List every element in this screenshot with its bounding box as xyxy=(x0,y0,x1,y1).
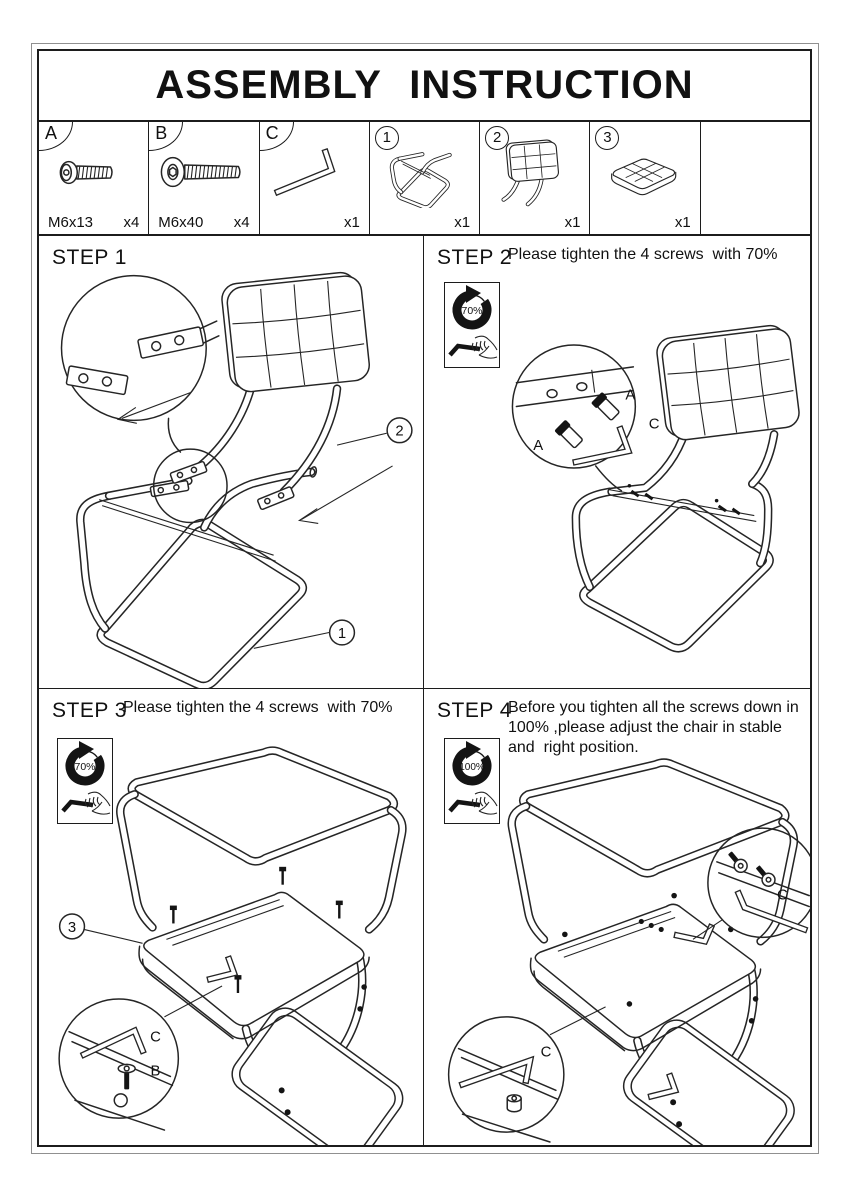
page-title: ASSEMBLY INSTRUCTION xyxy=(155,63,694,107)
title-row xyxy=(39,51,810,122)
screw-a-label-2: A xyxy=(625,387,636,404)
allen-c-label-s3: C xyxy=(150,1029,161,1046)
part-c-allen-key-icon xyxy=(260,136,369,208)
torque-70-icon-2 xyxy=(57,738,113,824)
part-c-meta xyxy=(269,214,360,231)
part-3-tag: 3 xyxy=(595,126,619,150)
part-b-qty: x4 xyxy=(233,214,250,231)
part-1-tag: 1 xyxy=(375,126,399,150)
torque-100-text: 100% xyxy=(459,762,485,773)
part-cell-2 xyxy=(480,122,590,234)
step-3-cell xyxy=(39,689,424,1145)
screw-a-label-1: A xyxy=(533,438,544,455)
part-1-meta xyxy=(379,214,470,231)
allen-c-label: C xyxy=(648,416,660,433)
part-2-meta xyxy=(489,214,580,231)
part-cell-1 xyxy=(370,122,480,234)
torque-70-text: 70% xyxy=(461,305,483,317)
part-3-meta xyxy=(599,214,690,231)
steps-grid xyxy=(39,236,810,1145)
step-2-instruction: Please tighten the 4 screws with 70% xyxy=(508,246,778,263)
step-2-label: STEP 2 xyxy=(437,246,512,269)
part-cell-b xyxy=(149,122,259,234)
part-b-size: M6x40 xyxy=(158,214,204,231)
torque-70-text-2: 70% xyxy=(74,761,96,773)
part-1-frame-icon xyxy=(370,136,479,208)
part-2-tag: 2 xyxy=(485,126,509,150)
callout-2: 2 xyxy=(395,423,404,440)
step-1-diagram xyxy=(39,236,423,688)
part-a-screw-icon xyxy=(39,136,148,208)
step-1-cell xyxy=(39,236,424,689)
torque-70-icon xyxy=(444,282,500,368)
part-a-meta xyxy=(48,214,139,231)
instruction-sheet xyxy=(31,43,819,1154)
allen-c-label-s4tr: C xyxy=(777,887,788,904)
part-1-qty: x1 xyxy=(454,214,471,231)
part-b-screw-icon xyxy=(149,136,258,208)
part-a-qty: x4 xyxy=(123,214,140,231)
part-2-qty: x1 xyxy=(564,214,581,231)
step-3-instruction: Please tighten the 4 screws with 70% xyxy=(123,699,393,716)
part-cell-3 xyxy=(590,122,700,234)
part-3-seat-icon xyxy=(590,136,699,208)
part-a-size: M6x13 xyxy=(48,214,94,231)
part-b-tag: B xyxy=(149,122,183,151)
part-a-tag: A xyxy=(39,122,73,151)
step-4-cell xyxy=(424,689,810,1145)
allen-c-label-s4bl: C xyxy=(540,1044,552,1061)
callout-3: 3 xyxy=(67,919,77,936)
step-4-label: STEP 4 xyxy=(437,699,512,722)
step-2-cell xyxy=(424,236,810,689)
part-2-backrest-icon xyxy=(480,136,589,208)
step-4-instruction: Before you tighten all the screws down in 100% ,please adjust the chair in stable and right position. xyxy=(508,699,804,756)
parts-row xyxy=(39,122,810,236)
step-3-label: STEP 3 xyxy=(52,699,127,722)
part-cell-c xyxy=(260,122,370,234)
part-cell-empty xyxy=(701,122,810,234)
part-3-qty: x1 xyxy=(674,214,691,231)
part-c-qty: x1 xyxy=(344,214,360,231)
torque-100-icon xyxy=(444,738,500,824)
part-c-tag: C xyxy=(260,122,294,151)
callout-1: 1 xyxy=(337,625,347,642)
part-b-meta xyxy=(158,214,249,231)
step-1-label: STEP 1 xyxy=(52,246,127,269)
screw-b-label-s3: B xyxy=(150,1063,161,1080)
part-cell-a xyxy=(39,122,149,234)
sheet-border xyxy=(37,49,812,1147)
